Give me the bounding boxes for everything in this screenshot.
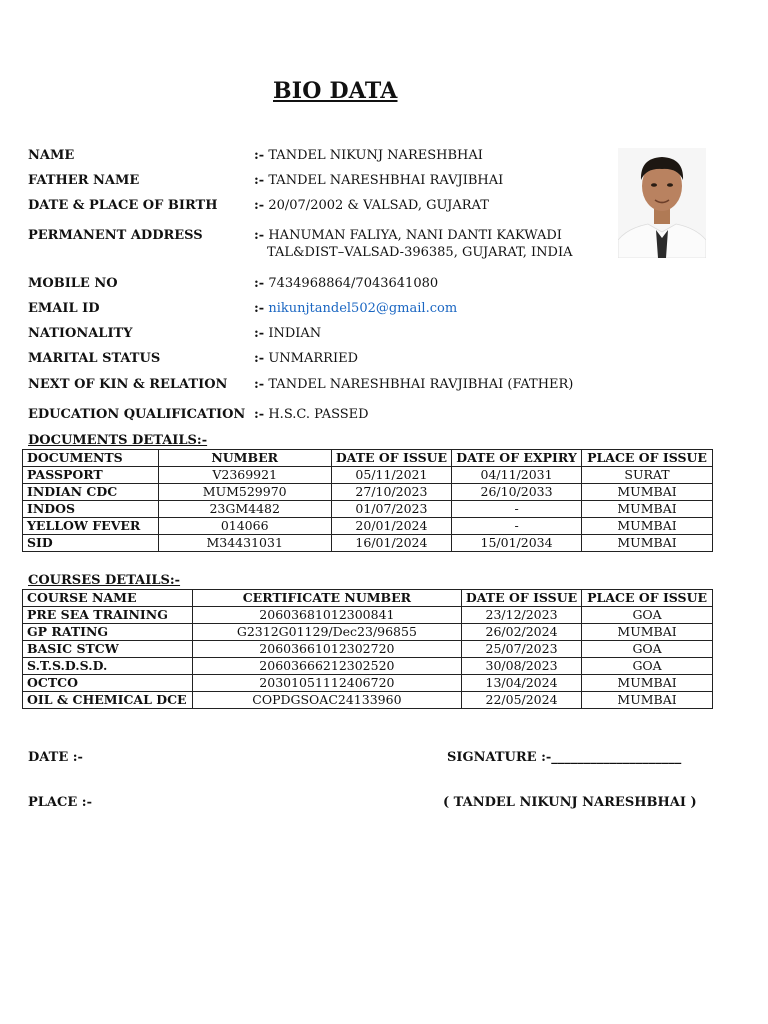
table-cell: PRE SEA TRAINING [23, 607, 193, 624]
email-link[interactable]: nikunjtandel502@gmail.com [268, 301, 458, 316]
table-cell: 01/07/2023 [331, 501, 451, 518]
table-cell: 20301051112406720 [192, 675, 461, 692]
table-header-row [23, 590, 713, 607]
table-cell: V2369921 [158, 467, 331, 484]
field-value: TANDEL NIKUNJ NARESHBHAI [268, 148, 483, 163]
field-label: NAME [28, 148, 75, 163]
place-label: PLACE :- [28, 795, 92, 810]
documents-table [22, 449, 713, 552]
table-row [23, 501, 713, 518]
table-cell: 15/01/2034 [452, 535, 582, 552]
field-label: NEXT OF KIN & RELATION [28, 377, 228, 392]
table-cell: INDOS [23, 501, 159, 518]
courses-heading: COURSES DETAILS:- [28, 573, 181, 588]
table-cell: PASSPORT [23, 467, 159, 484]
table-cell: COPDGSOAC24133960 [192, 692, 461, 709]
field-separator: :- [254, 351, 265, 366]
table-cell: G2312G01129/Dec23/96855 [192, 624, 461, 641]
table-cell: GOA [582, 658, 713, 675]
field-separator: :- [254, 198, 265, 213]
table-cell: YELLOW FEVER [23, 518, 159, 535]
table-header-row [23, 450, 713, 467]
field-value: H.S.C. PASSED [268, 407, 369, 422]
table-row [23, 675, 713, 692]
table-row [23, 467, 713, 484]
table-row [23, 658, 713, 675]
table-cell: MUM529970 [158, 484, 331, 501]
column-header: DATE OF ISSUE [331, 450, 451, 467]
table-cell: MUMBAI [582, 484, 713, 501]
table-cell: 014066 [158, 518, 331, 535]
table-row [23, 607, 713, 624]
field-label: FATHER NAME [28, 173, 140, 188]
field-value: UNMARRIED [268, 351, 358, 366]
field-label: EMAIL ID [28, 301, 100, 316]
table-cell: 27/10/2023 [331, 484, 451, 501]
table-cell: 26/10/2033 [452, 484, 582, 501]
table-cell: OIL & CHEMICAL DCE [23, 692, 193, 709]
table-cell: MUMBAI [582, 692, 713, 709]
table-cell: - [452, 501, 582, 518]
field-label: DATE & PLACE OF BIRTH [28, 198, 218, 213]
column-header: CERTIFICATE NUMBER [192, 590, 461, 607]
table-cell: 26/02/2024 [461, 624, 581, 641]
column-header: DOCUMENTS [23, 450, 159, 467]
table-cell: 25/07/2023 [461, 641, 581, 658]
field-value: TANDEL NARESHBHAI RAVJIBHAI [268, 173, 504, 188]
table-row [23, 484, 713, 501]
table-cell: - [452, 518, 582, 535]
table-cell: 16/01/2024 [331, 535, 451, 552]
table-cell: 20603681012300841 [192, 607, 461, 624]
table-cell: S.T.S.D.S.D. [23, 658, 193, 675]
profile-photo [618, 148, 706, 258]
column-header: PLACE OF ISSUE [582, 450, 713, 467]
field-label: MARITAL STATUS [28, 351, 161, 366]
field-separator: :- [254, 148, 265, 163]
table-cell: OCTCO [23, 675, 193, 692]
courses-table [22, 589, 713, 709]
field-value-line2: TAL&DIST–VALSAD-396385, GUJARAT, INDIA [267, 245, 573, 260]
table-cell: MUMBAI [582, 501, 713, 518]
table-cell: INDIAN CDC [23, 484, 159, 501]
table-cell: GP RATING [23, 624, 193, 641]
table-cell: GOA [582, 641, 713, 658]
field-separator: :- [254, 228, 265, 243]
date-label: DATE :- [28, 750, 83, 765]
table-row [23, 535, 713, 552]
table-cell: MUMBAI [582, 624, 713, 641]
table-cell: GOA [582, 607, 713, 624]
table-cell: 22/05/2024 [461, 692, 581, 709]
column-header: DATE OF ISSUE [461, 590, 581, 607]
field-label: MOBILE NO [28, 276, 118, 291]
field-label: EDUCATION QUALIFICATION [28, 407, 246, 422]
table-cell: 04/11/2031 [452, 467, 582, 484]
table-cell: 20603661012302720 [192, 641, 461, 658]
field-value: HANUMAN FALIYA, NANI DANTI KAKWADI [268, 228, 562, 243]
table-row [23, 692, 713, 709]
table-row [23, 518, 713, 535]
table-row [23, 641, 713, 658]
table-cell: SID [23, 535, 159, 552]
field-value: 20/07/2002 & VALSAD, GUJARAT [268, 198, 489, 213]
table-cell: BASIC STCW [23, 641, 193, 658]
signature-name: ( TANDEL NIKUNJ NARESHBHAI ) [443, 795, 697, 810]
field-separator: :- [254, 377, 265, 392]
column-header: DATE OF EXPIRY [452, 450, 582, 467]
field-label: NATIONALITY [28, 326, 133, 341]
field-value: INDIAN [268, 326, 322, 341]
table-cell: SURAT [582, 467, 713, 484]
table-cell: 30/08/2023 [461, 658, 581, 675]
table-cell: 20603666212302520 [192, 658, 461, 675]
table-cell: 23GM4482 [158, 501, 331, 518]
signature-label: SIGNATURE :-____________________ [447, 750, 682, 765]
table-row [23, 624, 713, 641]
field-separator: :- [254, 301, 265, 316]
field-separator: :- [254, 407, 265, 422]
field-label: PERMANENT ADDRESS [28, 228, 203, 243]
documents-heading: DOCUMENTS DETAILS:- [28, 433, 208, 448]
column-header: NUMBER [158, 450, 331, 467]
table-cell: M34431031 [158, 535, 331, 552]
column-header: COURSE NAME [23, 590, 193, 607]
table-cell: 20/01/2024 [331, 518, 451, 535]
table-cell: 13/04/2024 [461, 675, 581, 692]
field-value: 7434968864/7043641080 [268, 276, 439, 291]
table-cell: MUMBAI [582, 535, 713, 552]
table-cell: 05/11/2021 [331, 467, 451, 484]
field-separator: :- [254, 173, 265, 188]
table-cell: 23/12/2023 [461, 607, 581, 624]
document-title: BIO DATA [273, 78, 398, 104]
field-separator: :- [254, 276, 265, 291]
table-cell: MUMBAI [582, 675, 713, 692]
column-header: PLACE OF ISSUE [582, 590, 713, 607]
field-separator: :- [254, 326, 265, 341]
field-value: TANDEL NARESHBHAI RAVJIBHAI (FATHER) [268, 377, 574, 392]
table-cell: MUMBAI [582, 518, 713, 535]
